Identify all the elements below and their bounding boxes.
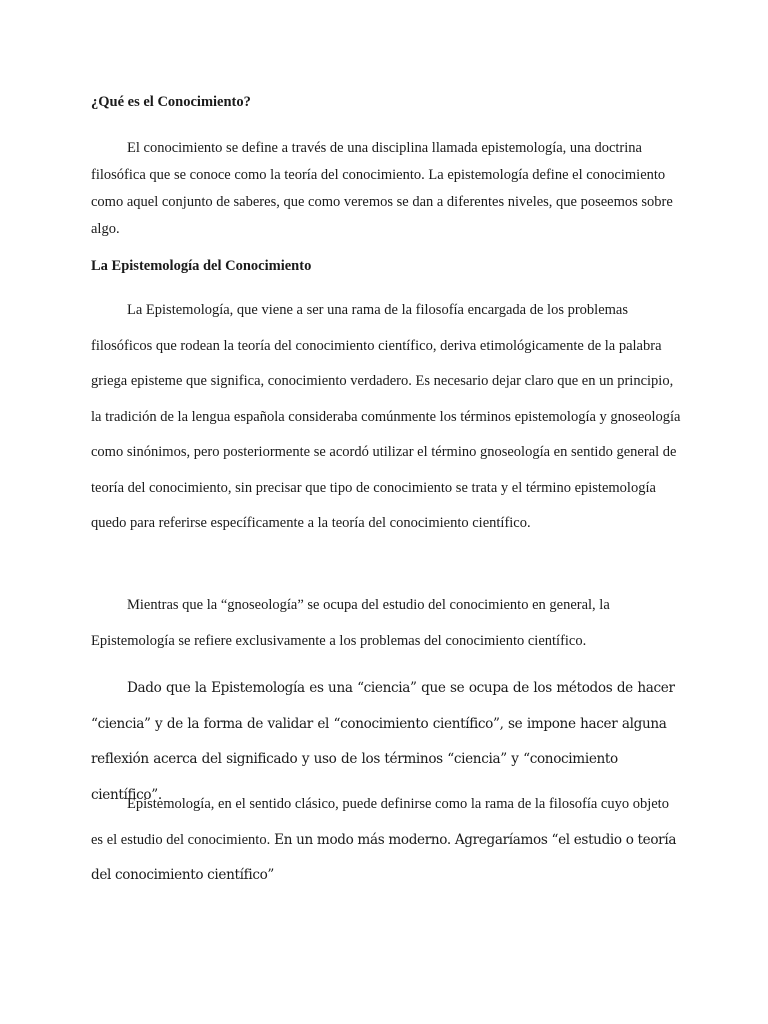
classic-definition-paragraph xyxy=(91,787,681,894)
intro-paragraph: El conocimiento se define a través de una disciplina llamada epistemología, una doctrina filosófica que se conoce como la teoría del conocimiento. La epistemología define el conocimiento como aquel conjunto de saberes, que como veremos se dan a diferentes niveles, que poseemos sobre algo. xyxy=(91,140,673,237)
epistemology-paragraph: La Epistemología, que viene a ser una rama de la filosofía encargada de los problemas filosóficos que rodean la teoría del conocimiento científico, deriva etimológicamente de la palabra griega episteme que significa, conocimiento verdadero. Es necesario dejar claro que en un principio, la tradición de la lengua española consideraba comúnmente los términos epistemología y gnoseología como sinónimos, pero posteriormente se acordó utilizar el término gnoseología en sentido general de teoría del conocimiento, sin precisar que tipo de conocimiento se trata y el término epistemología quedo para referirse específicamente a la teoría del conocimiento científico. xyxy=(91,302,681,531)
classic-definition-text: Epistemología, en el sentido clásico, puede definirse como la rama de la filosofía cuyo objeto es el estudio del conocimiento. xyxy=(91,796,669,848)
science-paragraph: Dado que la Epistemología es una “ciencia” que se ocupa de los métodos de hacer “ciencia” y de la forma de validar el “conocimiento científico”, se impone hacer alguna reflexión acerca del significado y uso de los términos “ciencia” y “conocimiento científico”. xyxy=(91,680,675,803)
modern-definition-text: En un modo más moderno. Agregaríamos “el estudio o teoría del conocimiento científico” xyxy=(91,831,677,883)
section-heading: La Epistemología del Conocimiento xyxy=(91,258,312,274)
gnoseology-paragraph: Mientras que la “gnoseología” se ocupa del estudio del conocimiento en general, la Epistemología se refiere exclusivamente a los problemas del conocimiento científico. xyxy=(91,597,610,649)
document-title: ¿Qué es el Conocimiento? xyxy=(91,94,251,110)
